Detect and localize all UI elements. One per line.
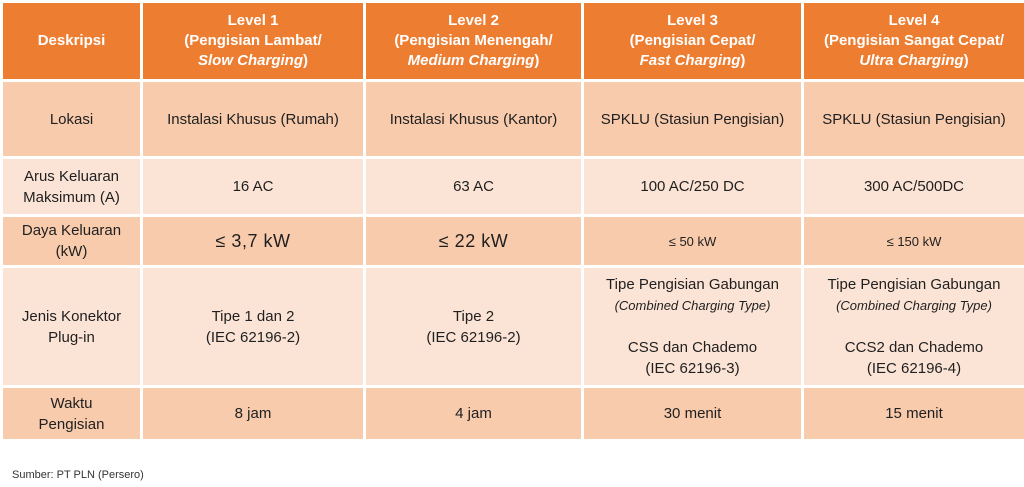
header-row (3, 3, 1024, 79)
cell-level-4: 15 menit (804, 388, 1024, 439)
row-jenis-konektor (3, 268, 1024, 385)
row-label: Lokasi (3, 82, 140, 156)
cell-level-3: ≤ 50 kW (584, 217, 801, 265)
cell-level-1: Instalasi Khusus (Rumah) (143, 82, 363, 156)
row-waktu-pengisian (3, 388, 1024, 439)
cell-level-2: ≤ 22 kW (366, 217, 581, 265)
row-label: Arus Keluaran Maksimum (A) (3, 159, 140, 214)
cell-level-1: Tipe 1 dan 2 (IEC 62196-2) (143, 268, 363, 385)
level-subtitle: (Pengisian Menengah/ (394, 32, 553, 49)
cell-level-4: Tipe Pengisian Gabungan (Combined Charging Type) CCS2 dan Chademo (IEC 62196-4) (804, 268, 1024, 385)
cell-level-4: ≤ 150 kW (804, 217, 1024, 265)
level-subtitle: (Pengisian Sangat Cepat/ (823, 32, 1005, 49)
cell-level-3: Tipe Pengisian Gabungan (Combined Charging Type) CSS dan Chademo (IEC 62196-3) (584, 268, 801, 385)
level-english-name: Ultra Charging (859, 52, 964, 69)
header-level-1: Level 1 (Pengisian Lambat/ Slow Charging) (143, 3, 363, 79)
header-deskripsi: Deskripsi (3, 3, 140, 79)
level-english-name: Slow Charging (198, 52, 303, 69)
cell-level-3: 100 AC/250 DC (584, 159, 801, 214)
cell-level-1: 8 jam (143, 388, 363, 439)
cell-level-3: 30 menit (584, 388, 801, 439)
header-level-2: Level 2 (Pengisian Menengah/ Medium Charging) (366, 3, 581, 79)
row-arus-keluaran (3, 159, 1024, 214)
cell-level-4: 300 AC/500DC (804, 159, 1024, 214)
level-english-name: Medium Charging (407, 52, 535, 69)
level-title: Level 2 (448, 12, 499, 29)
cell-level-2: Instalasi Khusus (Kantor) (366, 82, 581, 156)
cell-level-2: Tipe 2 (IEC 62196-2) (366, 268, 581, 385)
cell-level-1: ≤ 3,7 kW (143, 217, 363, 265)
level-title: Level 3 (667, 12, 718, 29)
cell-level-1: 16 AC (143, 159, 363, 214)
level-subtitle: (Pengisian Lambat/ (184, 32, 322, 49)
level-title: Level 4 (888, 12, 940, 29)
level-title: Level 1 (227, 12, 279, 29)
row-label: Jenis Konektor Plug-in (3, 268, 140, 385)
row-lokasi (3, 82, 1024, 156)
row-label: Daya Keluaran (kW) (3, 217, 140, 265)
cell-level-4: SPKLU (Stasiun Pengisian) (804, 82, 1024, 156)
cell-level-2: 63 AC (366, 159, 581, 214)
header-level-4: Level 4 (Pengisian Sangat Cepat/ Ultra Charging) (804, 3, 1024, 79)
header-level-3: Level 3 (Pengisian Cepat/ Fast Charging) (584, 3, 801, 79)
level-subtitle: (Pengisian Cepat/ (629, 32, 756, 49)
source-note: Sumber: PT PLN (Persero) (12, 469, 144, 481)
level-english-name: Fast Charging (639, 52, 741, 69)
cell-level-3: SPKLU (Stasiun Pengisian) (584, 82, 801, 156)
cell-level-2: 4 jam (366, 388, 581, 439)
row-label: Waktu Pengisian (3, 388, 140, 439)
row-daya-keluaran (3, 217, 1024, 265)
